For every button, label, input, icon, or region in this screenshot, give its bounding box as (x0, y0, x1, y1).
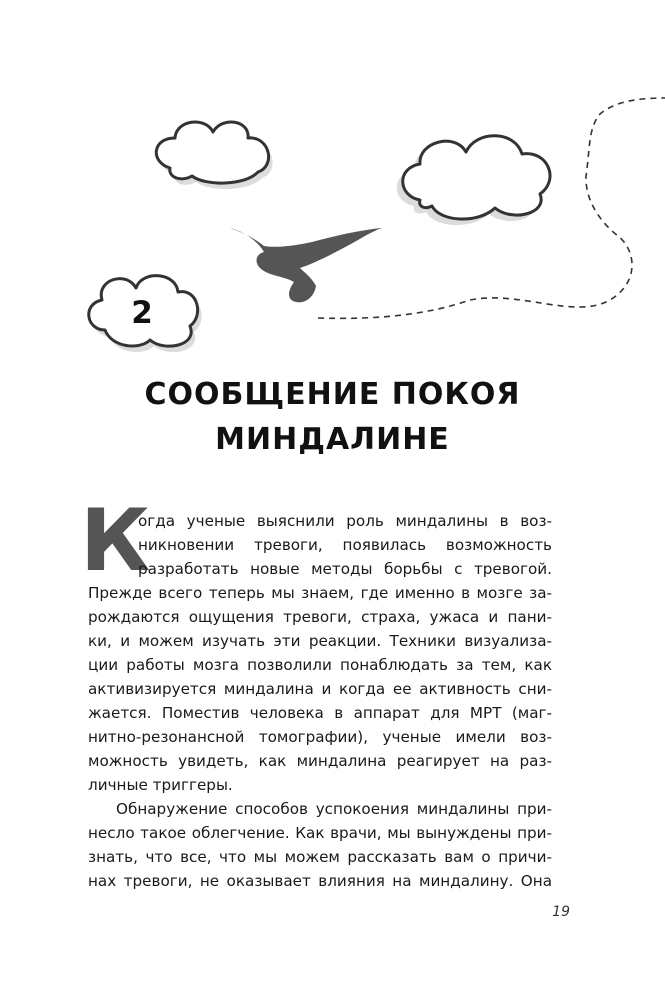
page-number: 19 (552, 904, 570, 920)
body-line: можность увидеть, как миндалина реагирует на раз- (88, 752, 552, 770)
chapter-illustration (0, 0, 665, 360)
body-line: разработать новые методы борьбы с тревогой. (138, 560, 552, 578)
body-line: никновении тревоги, появилась возможность (138, 536, 552, 554)
body-line: ции работы мозга позволили понаблюдать за тем, как (88, 656, 552, 674)
chapter-title-line-1: СООБЩЕНИЕ ПОКОЯ (144, 377, 521, 412)
cloud-chapter-number (89, 276, 202, 352)
body-line: несло такое облегчение. Как врачи, мы вынуждены при- (88, 824, 552, 842)
cloud-top-left (156, 122, 272, 189)
body-line: нитно-резонансной томографии), ученые имели воз- (88, 728, 552, 746)
chapter-number: 2 (131, 295, 153, 331)
body-line: личные триггеры. (88, 776, 233, 794)
body-line: огда ученые выяснили роль миндалины в воз- (138, 512, 552, 530)
bird-silhouette-icon (230, 228, 382, 302)
body-line: рождаются ощущения тревоги, страха, ужаса и пани- (88, 608, 552, 626)
body-line: ки, и можем изучать эти реакции. Техники визуализа- (88, 632, 552, 650)
body-line: нах тревоги, не оказывает влияния на миндалину. Она (88, 872, 552, 890)
body-line: жается. Поместив человека в аппарат для МРТ (маг- (88, 704, 552, 722)
body-line: знать, что все, что мы можем рассказать вам о причи- (88, 848, 552, 866)
chapter-title-line-2: МИНДАЛИНЕ (215, 422, 450, 457)
body-line: активизируется миндалина и когда ее активность сни- (88, 680, 552, 698)
cloud-top-right (397, 136, 550, 225)
body-line: Обнаружение способов успокоения миндалины при- (116, 800, 552, 818)
drop-cap: К (80, 491, 151, 591)
chapter-title (0, 372, 665, 462)
body-line: Прежде всего теперь мы знаем, где именно в мозге за- (88, 584, 552, 602)
